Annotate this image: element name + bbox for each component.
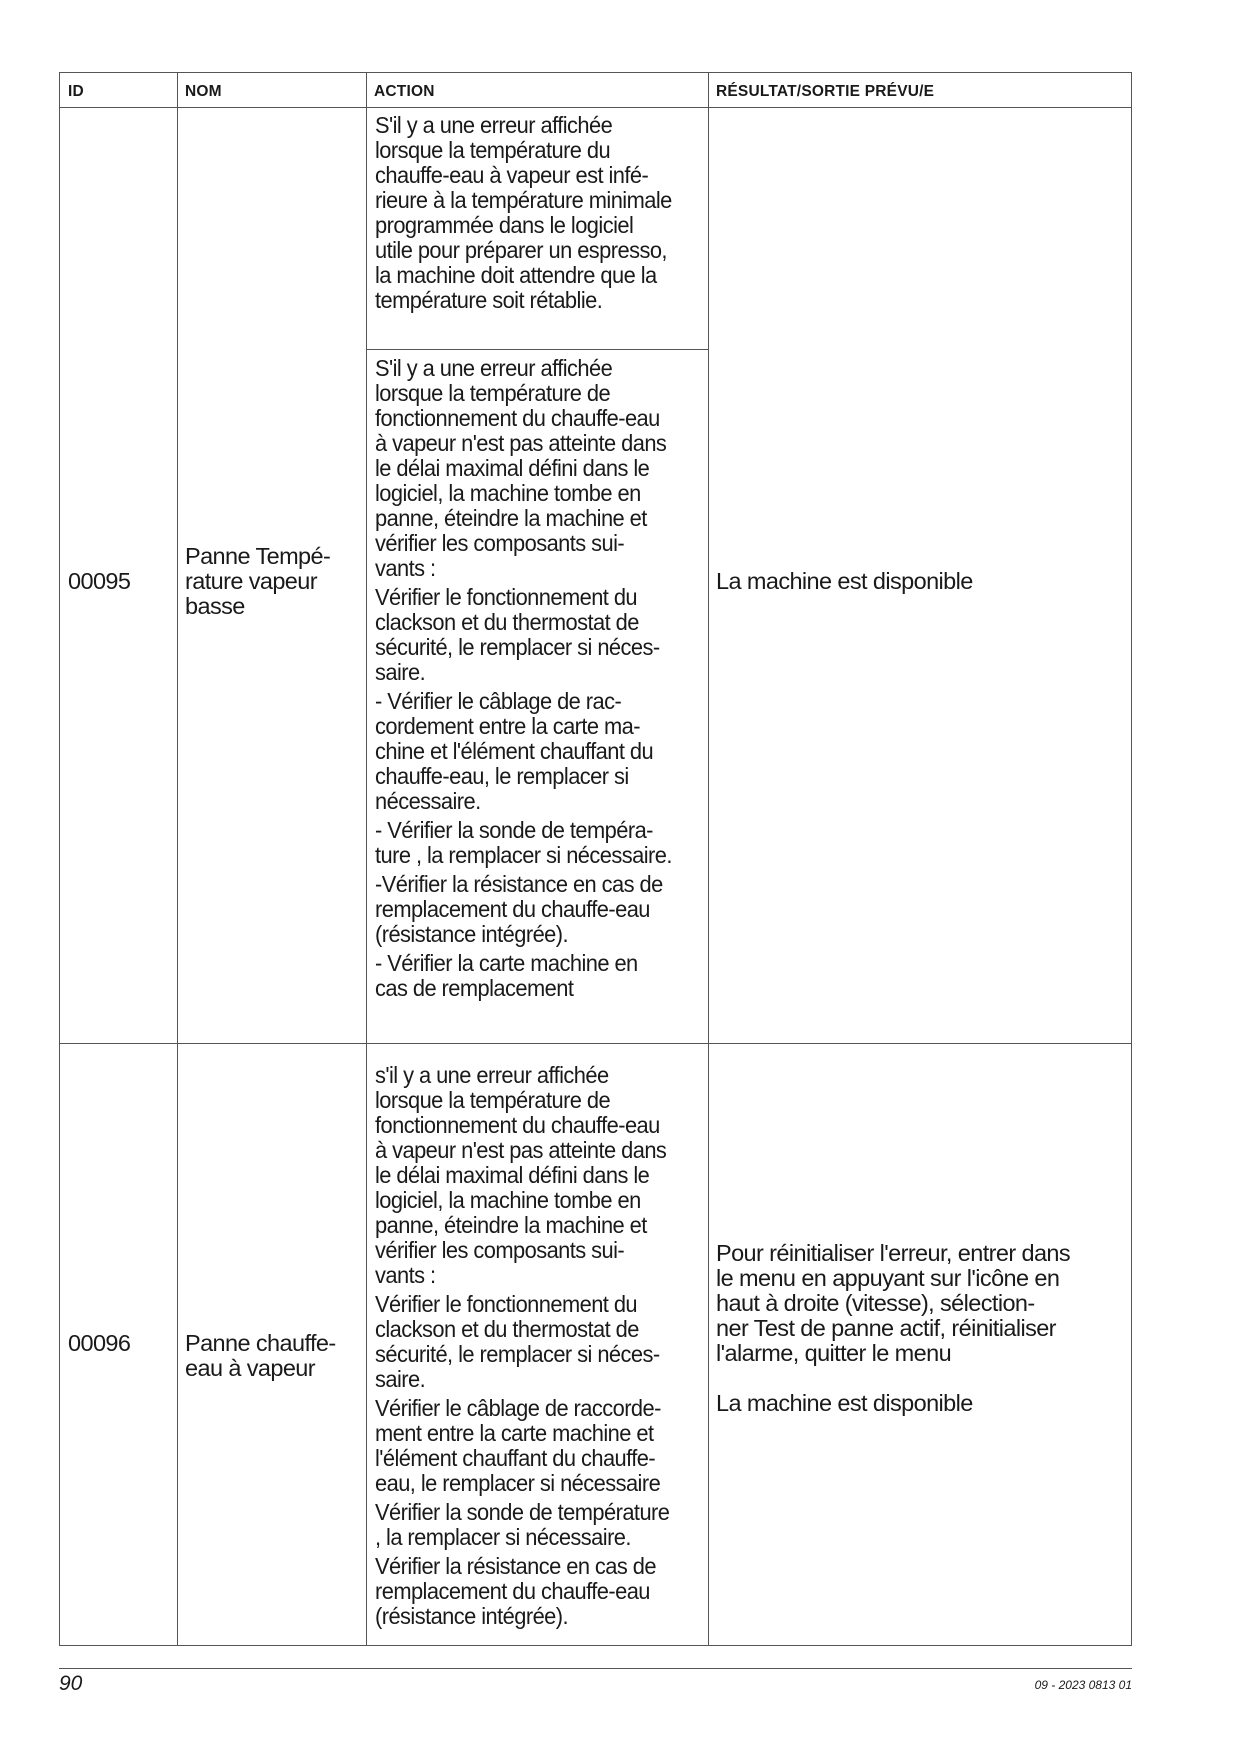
row-id: 00095 [68, 568, 131, 594]
header-id: ID [68, 83, 84, 100]
action-text: S'il y a une erreur affichée lorsque la température de fonctionnement du chauffe-eau à vapeur n'est pas atteinte dans le délai maximal défini dans le logiciel, la machine tombe en panne, éteindre la machine et vérifier les composants sui- vants : Vérifier le fonctionnement du clackson et du thermostat de sécurité, le remplacer si néces- saire. - Vérifier le câblage de rac- cordement entre la carte ma- chine et l'élément chauffant du chauffe-eau, le remplacer si nécessaire. - Vérifier la sonde de tempéra- ture , la remplacer si nécessaire. -Vérifier la résistance en cas de remplacement du chauffe-eau (résistance intégrée). - Vérifier la carte machine en cas de remplacement [375, 355, 672, 1001]
header-name: NOM [185, 83, 222, 100]
row-name: Panne Tempé- rature vapeur basse [185, 543, 331, 619]
row-id: 00096 [68, 1330, 131, 1356]
page-number: 90 [59, 1672, 83, 1695]
result-text: La machine est disponible [716, 568, 973, 594]
header-result: RÉSULTAT/SORTIE PRÉVU/E [716, 83, 935, 100]
column-divider [177, 73, 178, 1645]
document-reference: 09 - 2023 0813 01 [1034, 1678, 1132, 1692]
row-divider [60, 1043, 1131, 1044]
action-sub-divider [366, 349, 708, 350]
action-text: S'il y a une erreur affichée lorsque la température du chauffe-eau à vapeur est infé- rieure à la température minimale programmée dans le logiciel utile pour préparer un espresso, la machine doit attendre que la température soit rétablie. [375, 112, 672, 313]
result-text: Pour réinitialiser l'erreur, entrer dans le menu en appuyant sur l'icône en haut à droite (vitesse), sélection- ner Test de panne actif, réinitialiser l'alarme, quitter le menu La machine est disponible [716, 1240, 1071, 1416]
fault-table [59, 72, 1132, 1646]
row-name: Panne chauffe- eau à vapeur [185, 1330, 336, 1381]
column-divider [366, 73, 367, 1645]
action-text: s'il y a une erreur affichée lorsque la température de fonctionnement du chauffe-eau à vapeur n'est pas atteinte dans le délai maximal défini dans le logiciel, la machine tombe en panne, éteindre la machine et vérifier les composants sui- vants : Vérifier le fonctionnement du clackson et du thermostat de sécurité, le remplacer si néces- saire. Vérifier le câblage de raccorde- ment entre la carte machine et l'élément chauffant du chauffe- eau, le remplacer si nécessaire Vérifier la sonde de température , la remplacer si nécessaire. Vérifier la résistance en cas de remplacement du chauffe-eau (résistance intégrée). [375, 1062, 670, 1629]
footer-divider [59, 1668, 1132, 1669]
header-divider [60, 107, 1131, 108]
header-action: ACTION [374, 83, 435, 100]
